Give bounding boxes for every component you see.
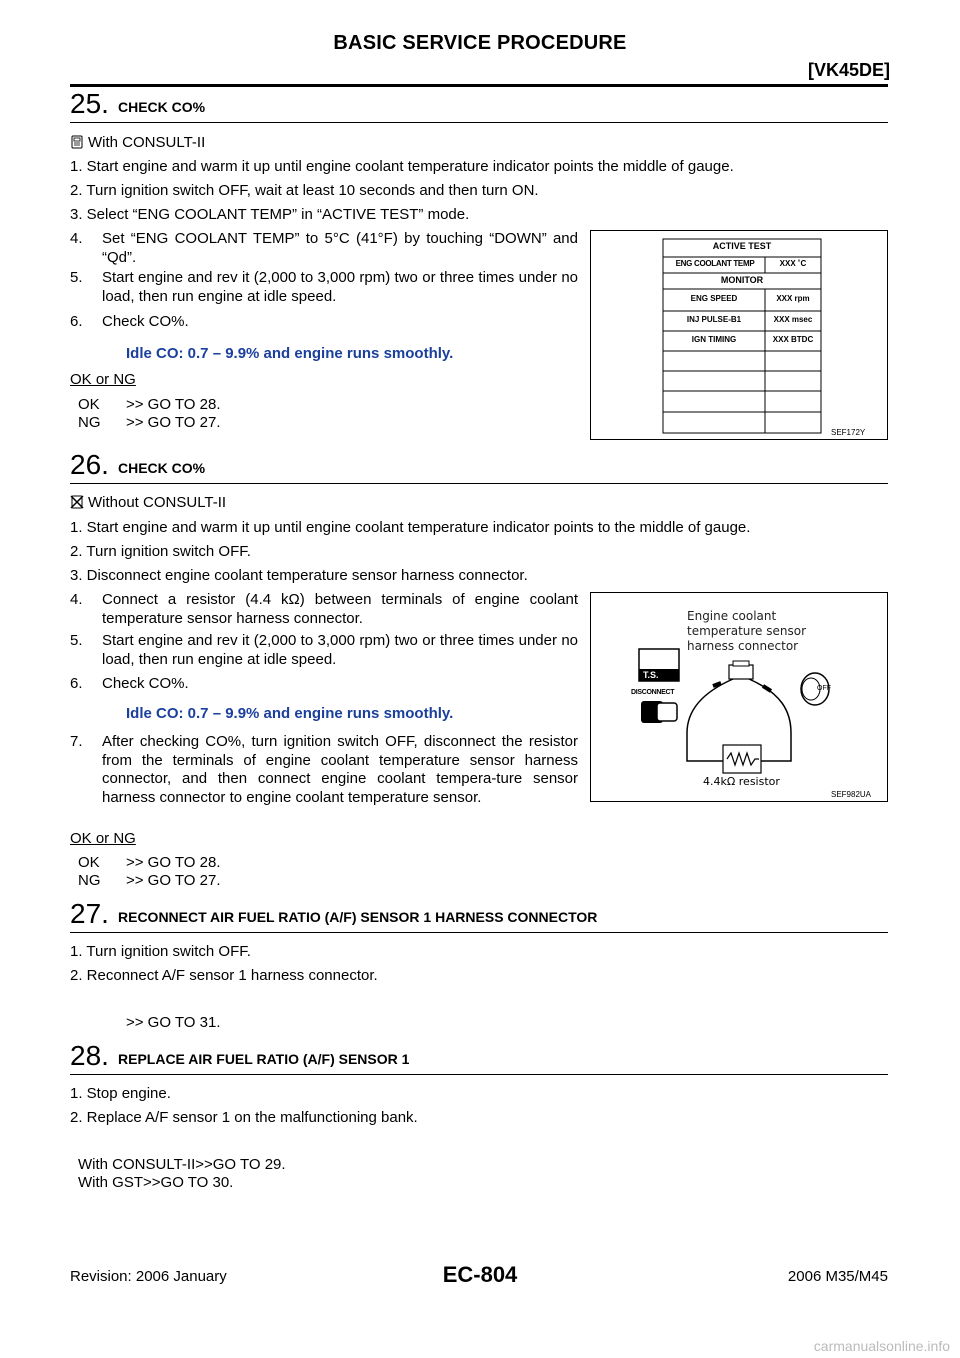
step-number: 27. — [70, 898, 109, 929]
page-title: BASIC SERVICE PROCEDURE — [333, 32, 627, 54]
table-cell: ENG SPEED — [690, 294, 738, 303]
list-item: 4. Connect a resistor (4.4 kΩ) between terminals of engine coolant temperature sensor harness connector. — [70, 591, 578, 627]
wiring-diagram — [591, 593, 887, 801]
list-item: 2. Turn ignition switch OFF. — [70, 543, 251, 560]
ok-or-ng: OK or NG — [70, 371, 136, 388]
table-cell: IGN TIMING — [691, 335, 737, 344]
ng-result: NG >> GO TO 27. — [78, 872, 221, 889]
step-28-heading — [70, 1038, 888, 1075]
ok-or-ng: OK or NG — [70, 830, 136, 847]
list-item: 5. Start engine and rev it (2,000 to 3,000 rpm) two or three times under no load, then run engine at idle speed. — [70, 632, 578, 668]
list-item: 7. After checking CO%, turn ignition switch OFF, disconnect the resistor from the terminals of engine coolant temperature sensor harness connector, and then connect engine coolant tempera-ture sensor harness connector to engine coolant temperature sensor. — [70, 733, 578, 806]
model-code: [VK45DE] — [807, 60, 890, 80]
step-number: 26. — [70, 449, 109, 480]
footer-revision: Revision: 2006 January — [70, 1268, 227, 1285]
goto-next: >> GO TO 31. — [126, 1014, 221, 1031]
list-item: 1. Turn ignition switch OFF. — [70, 943, 251, 960]
figure-caption: SEF982UA — [831, 790, 872, 799]
ts-label: T.S. — [643, 670, 659, 680]
list-item: 5. Start engine and rev it (2,000 to 3,000 rpm) two or three times under no load, then run engine at idle speed. — [70, 269, 578, 305]
step-26-heading — [70, 447, 888, 484]
list-item: 3. Disconnect engine coolant temperature sensor harness connector. — [70, 567, 528, 584]
table-cell: XXX ˚C — [779, 259, 807, 268]
step-27-heading — [70, 896, 888, 933]
spec-value: Idle CO: 0.7 – 9.9% and engine runs smoothly. — [126, 345, 454, 362]
step-number: 28. — [70, 1040, 109, 1071]
page-number: EC-804 — [442, 1262, 518, 1287]
goto-next: With GST>>GO TO 30. — [78, 1174, 234, 1191]
footer-model: 2006 M35/M45 — [787, 1268, 888, 1285]
list-item: 1. Stop engine. — [70, 1085, 171, 1102]
list-item: 3. Select “ENG COOLANT TEMP” in “ACTIVE TEST” mode. — [70, 206, 470, 223]
list-item: 2. Reconnect A/F sensor 1 harness connector. — [70, 967, 378, 984]
list-item: 4. Set “ENG COOLANT TEMP” to 5°C (41°F) by touching “DOWN” and “Qd”. — [70, 230, 578, 266]
ng-result: NG >> GO TO 27. — [78, 414, 221, 431]
step-number: 25. — [70, 88, 109, 119]
ok-result: OK >> GO TO 28. — [78, 854, 221, 871]
off-label: OFF — [817, 685, 831, 692]
list-item: 6. Check CO%. — [70, 313, 189, 330]
step-title: REPLACE AIR FUEL RATIO (A/F) SENSOR 1 — [118, 1051, 410, 1067]
ok-result: OK >> GO TO 28. — [78, 396, 221, 413]
disconnect-label: DISCONNECT — [631, 689, 675, 696]
resistor-label: 4.4kΩ resistor — [703, 775, 780, 788]
table-cell: XXX rpm — [776, 294, 810, 303]
mode-label: Without CONSULT-II — [88, 494, 227, 511]
table-header: ACTIVE TEST — [712, 241, 772, 251]
list-item: 1. Start engine and warm it up until engine coolant temperature indicator points the middle of gauge. — [70, 158, 734, 175]
step-title: RECONNECT AIR FUEL RATIO (A/F) SENSOR 1 HARNESS CONNECTOR — [118, 909, 598, 925]
list-item: 2. Turn ignition switch OFF, wait at least 10 seconds and then turn ON. — [70, 182, 539, 199]
list-item: 1. Start engine and warm it up until engine coolant temperature indicator points to the middle of gauge. — [70, 519, 751, 536]
mode-label: With CONSULT-II — [88, 134, 206, 151]
consult-icon — [70, 135, 84, 149]
goto-next: With CONSULT-II>>GO TO 29. — [78, 1156, 286, 1173]
active-test-figure — [590, 230, 888, 440]
resistor-connection-figure — [590, 592, 888, 802]
table-cell: XXX msec — [773, 315, 813, 324]
table-cell: MONITOR — [720, 275, 764, 285]
figure-caption: SEF172Y — [831, 428, 866, 437]
step-title: CHECK CO% — [118, 99, 206, 115]
step-25-heading — [70, 86, 888, 123]
spec-value: Idle CO: 0.7 – 9.9% and engine runs smoothly. — [126, 705, 454, 722]
table-cell: XXX BTDC — [772, 335, 814, 344]
no-consult-icon — [70, 495, 84, 509]
table-cell: ENG COOLANT TEMP — [675, 259, 755, 268]
watermark: carmanualsonline.info — [813, 1338, 950, 1354]
list-item: 2. Replace A/F sensor 1 on the malfunctioning bank. — [70, 1109, 418, 1126]
list-item: 6. Check CO%. — [70, 675, 189, 692]
step-title: CHECK CO% — [118, 460, 206, 476]
mode-without-consult — [70, 494, 226, 511]
figure-label: Engine coolant temperature sensor harness connector — [687, 609, 807, 653]
mode-with-consult — [70, 134, 205, 151]
table-cell: INJ PULSE-B1 — [686, 315, 742, 324]
